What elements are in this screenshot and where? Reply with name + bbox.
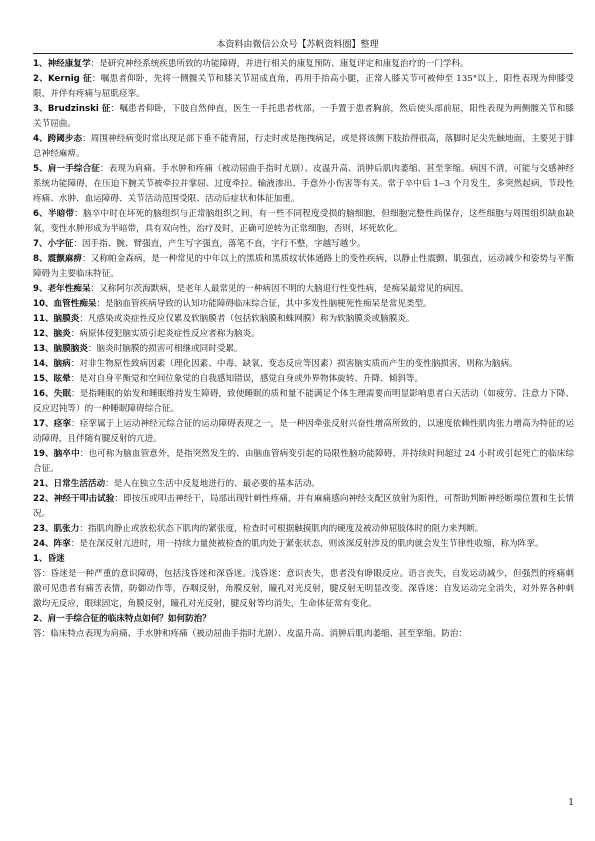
definition-term: 16、失眠 (33, 389, 72, 399)
definition-entry (33, 417, 574, 447)
definition-term: 1、神经康复学 (33, 59, 91, 69)
definition-entry (33, 357, 574, 372)
definition-entry (33, 372, 574, 387)
definition-text: ：脑卒中时在坏死的脑组织与正常脑组织之间，有一些不同程度受损的脑细胞，但细胞完整性尚保存，这些细胞与周围组织缺血缺氧，变性水肿形成为半暗带，具有双向性，治疗及时，正确可逆转为正常细胞，否则，坏死软化。 (33, 209, 574, 234)
definition-text: ：嘱患者仰卧，下肢自然伸直，医生一手托患者枕部，一手置于患者胸前，然后使头部前屈，阳性表现为两侧髋关节和膝关节屈曲。 (33, 104, 574, 129)
definition-text: ：是指睡眠的始发和睡眠维持发生障碍，致使睡眠的质和量不能满足个体生理需要而明显影响患者白天活动（如疲劳、注意力下降、反应迟钝等）的一种睡眠障碍综合征。 (33, 389, 574, 414)
definition-text: ：对非生物原性致病因素（理化因素、中毒、缺氧、变态反应等因素）损害脑实质而产生的变性脑损害，则称为脑病。 (70, 359, 518, 369)
definition-entry (33, 387, 574, 417)
definition-entry (33, 312, 574, 327)
qa-heading: 2、肩一手综合征的临床特点如何？如何防治？ (33, 614, 211, 624)
definition-term: 6、半暗带 (33, 209, 75, 219)
definition-text: ：是研究神经系统疾患所致的功能障碍，并进行相关的康复预防、康复评定和康复治疗的一门学科。 (90, 59, 469, 69)
qa-answer: 答：临床特点表现为肩痛、手水肿和疼痛（被动屈曲手指时尤剧）、皮温升高、消肿后肌肉萎缩、甚至挛缩。防治： (33, 629, 467, 639)
definition-term: 11、脑膜炎 (33, 314, 80, 324)
definition-term: 5、肩一手综合征 (33, 164, 100, 174)
header-rule (33, 53, 573, 54)
definition-entry (33, 252, 574, 282)
definition-term: 17、痉挛 (33, 419, 72, 429)
definition-entry (33, 492, 574, 522)
definition-entry (33, 132, 574, 162)
qa-answer: 答：昏迷是一种严重的意识障碍，包括浅昏迷和深昏迷。浅昏迷：意识丧失，患者没有睁眼反应。语言丧失，自发运动减少，但强烈的疼痛刺激可见患者有痛苦表情，防御动作等，吞咽反射，角膜反射，瞳孔对光反射，腱反射无明显改变。深昏迷：自发运动完全消失，对外界各种刺激均无反应，眼球固定，角膜反射，瞳孔对光反射，腱反射等均消失，生命体征常有变化。 (33, 569, 574, 609)
definition-entry (33, 237, 574, 252)
definition-text: ：因手指、腕、臂强直，产生写字强直，落笔不直，字行不整，字越写越少。 (73, 239, 366, 249)
definition-term: 4、跨阈步态 (33, 134, 83, 144)
definition-text: ：也可称为脑血管意外，是指突然发生的、由脑血管病变引起的局限性脑功能障碍，并持续时间超过 24 小时或引起死亡的临床综合征。 (33, 449, 574, 474)
definition-entry (33, 162, 574, 207)
definition-entry (33, 57, 574, 72)
definition-term: 7、小字征 (33, 239, 74, 249)
definition-text: ：嘱患者仰卧，先将一侧髋关节和膝关节屈成直角，再用手抬高小腿，正常人膝关节可被伸至 135°以上，阳性表现为伸膝受限，并伴有疼痛与屈肌痉挛。 (33, 74, 574, 99)
definition-entry (33, 447, 574, 477)
definition-term: 2、Kernig 征 (33, 74, 92, 84)
page-number: 1 (568, 798, 574, 808)
definition-text: ：是脑血管疾病导致的认知功能障碍临床综合征，其中多发性脑梗死性痴呆是常见类型。 (96, 299, 432, 309)
definition-term: 14、脑病 (33, 359, 71, 369)
definition-term: 8、震颤麻痹 (33, 254, 83, 264)
definition-entry (33, 342, 574, 357)
definition-text: ：凡感染或炎症性反应仅累及软脑膜者（包括软脑膜和蛛网膜）称为软脑膜炎或脑膜炎。 (79, 314, 415, 324)
definition-text: ：周围神经病变时常出现足部下垂不能背屈，行走时或是拖拽病足，或是将该侧下肢抬得很高，落脚时足尖先触地面，主要见于腓总神经麻痹。 (33, 134, 574, 159)
definition-entry (33, 207, 574, 237)
definition-term: 12、脑炎 (33, 329, 71, 339)
page-header: 本资料由微信公众号【苏帆资料圈】整理 (216, 40, 379, 50)
definition-text: ：指肌肉静止或放松状态下肌肉的紧张度，检查时可根据触摸肌肉的硬度及被动伸屈肢体时的阻力来判断。 (79, 524, 484, 534)
definition-entry (33, 327, 574, 342)
definition-text: ：脑炎时脑膜的损害可相继或同时受累。 (87, 344, 243, 354)
definition-entry (33, 297, 574, 312)
definition-text: ：是对自身平衡觉和空间位象觉的自我感知错误，感觉自身或外界物体旋转、升降、倾斜等。 (70, 374, 424, 384)
definition-text: ：即按压或叩击神经干，局部出现针刺性疼痛，并有麻痛感向神经支配区放射为阳性，可帮助判断神经断端位置和生长情况。 (33, 494, 574, 519)
definition-term: 22、神经干叩击试验 (33, 494, 115, 504)
definition-term: 13、脑膜脑炎 (33, 344, 88, 354)
definition-entry (33, 477, 574, 492)
definition-term: 21、日常生活活动 (33, 479, 106, 489)
definition-term: 24、阵挛 (33, 539, 71, 549)
definition-term: 15、眩晕 (33, 374, 71, 384)
definition-term: 3、Brudzinski 征 (33, 104, 111, 114)
definition-text: ：是在深反射亢进时，用一持续力量使被检查的肌肉处于紧张状态，则该深反射涉及的肌肉就会发生节律性收缩，称为阵挛。 (70, 539, 544, 549)
definition-term: 19、脑卒中 (33, 449, 80, 459)
definition-entry (33, 282, 574, 297)
document-body (33, 57, 574, 642)
definition-entry (33, 72, 574, 102)
definition-text: ：又称帕金森病，是一种常见的中年以上的黑质和黑质纹状体通路上的变性疾病，以静止性震颤、肌强直，运动减少和姿势与平衡障碍为主要临床特征。 (33, 254, 574, 279)
qa-heading: 1、昏迷 (33, 554, 65, 564)
definition-text: ：是人在独立生活中反复地进行的、最必要的基本活动。 (105, 479, 320, 489)
definition-term: 9、老年性痴呆 (33, 284, 91, 294)
definition-entry (33, 537, 574, 552)
definition-text: ：又称阿尔茨海默病，是老年人最常见的一种病因不明的大脑退行性变性病，是痴呆最常见的病因。 (90, 284, 469, 294)
definition-entry (33, 522, 574, 537)
definition-text: ：痉挛属于上运动神经元综合征的运动障碍表现之一，是一种因牵张反射兴奋性增高所致的，以速度依赖性肌肉张力增高为特征的运动障碍，且伴随有腱反射的亢进。 (33, 419, 574, 444)
definition-term: 23、肌张力 (33, 524, 80, 534)
definition-entry (33, 102, 574, 132)
definition-term: 10、血管性痴呆 (33, 299, 97, 309)
definition-text: ：病原体侵犯脑实质引起炎症性反应者称为脑炎。 (70, 329, 260, 339)
definition-text: ：表现为肩痛、手水肿和疼痛（被动屈曲手指时尤剧）、皮温升高、消肿后肌肉萎缩、甚至挛缩。病因不清，可能与交感神经系统功能障碍，在压迫下腕关节被牵拉并掌屈、过度牵拉、输液渗出、手意外小伤害等有关。常于卒中后 1--3 个月发生，多突然起病，节段性疼痛、水肿、血运障碍、关节活动范围受限、活动后症状和体征加重。 (33, 164, 575, 204)
